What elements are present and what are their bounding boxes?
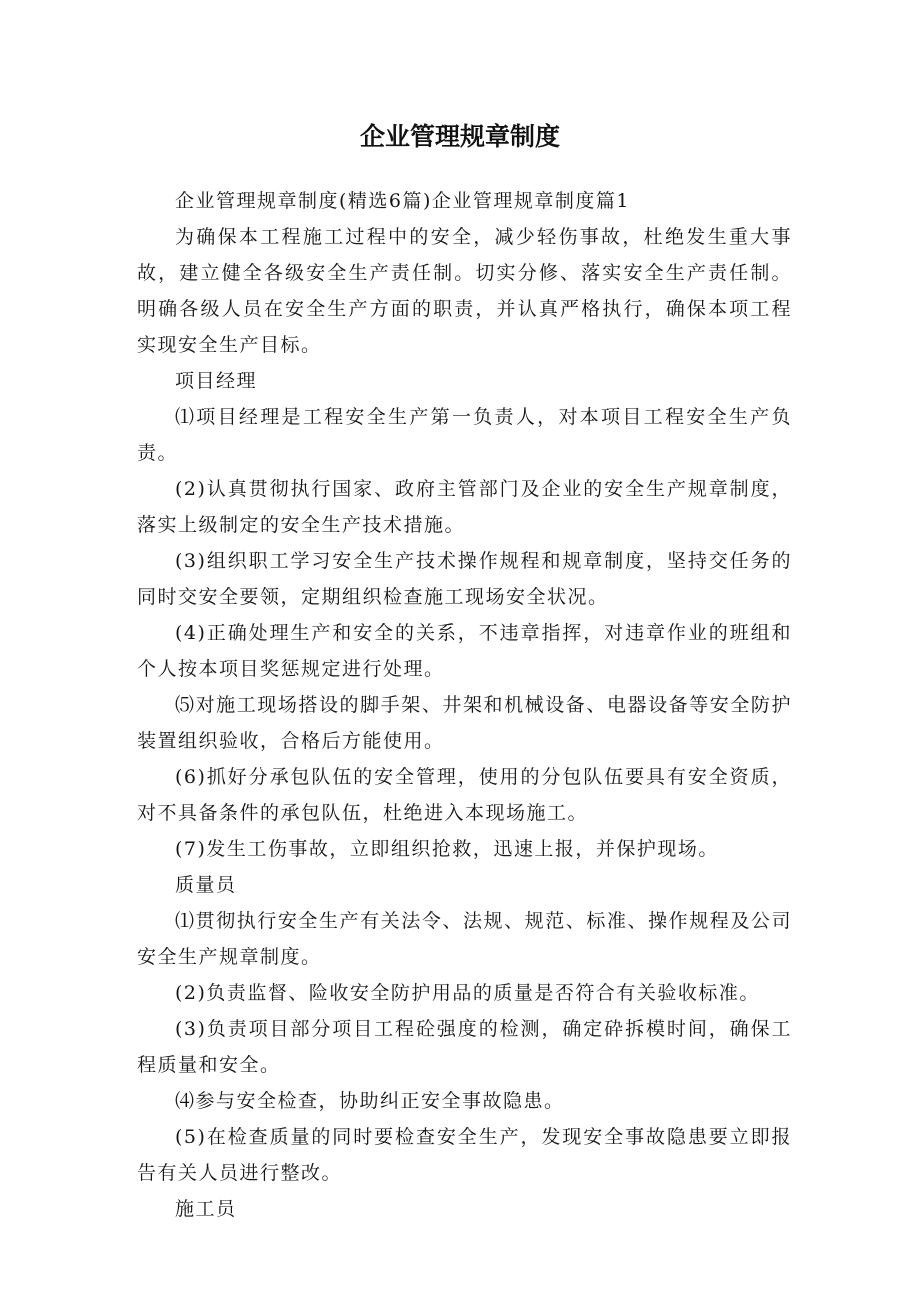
intro-heading-paragraph: 企业管理规章制度(精选6篇)企业管理规章制度篇1 [175, 190, 631, 212]
list-item: ⑴贯彻执行安全生产有关法令、法规、规范、标准、操作规程及公司安全生产规章制度。 [137, 910, 792, 968]
section-heading-quality-officer: 质量员 [175, 874, 237, 896]
list-item: ⑷参与安全检查，协助纠正安全事故隐患。 [175, 1090, 565, 1112]
document-body [137, 183, 792, 1227]
list-item: (3)组织职工学习安全生产技术操作规程和规章制度，坚持交任务的同时交安全要领，定期组织检查施工现场安全状况。 [137, 550, 792, 608]
list-item: (6)抓好分承包队伍的安全管理，使用的分包队伍要具有安全资质，对不具备条件的承包队伍，杜绝进入本现场施工。 [137, 766, 792, 824]
intro-paragraph: 为确保本工程施工过程中的安全，减少轻伤事故，杜绝发生重大事故，建立健全各级安全生产责任制。切实分修、落实安全生产责任制。明确各级人员在安全生产方面的职责，并认真严格执行，确保本项工程实现安全生产目标。 [137, 226, 792, 356]
list-item: (2)负责监督、险收安全防护用品的质量是否符合有关验收标准。 [175, 982, 760, 1004]
list-item: (2)认真贯彻执行国家、政府主管部门及企业的安全生产规章制度，落实上级制定的安全生产技术措施。 [137, 478, 792, 536]
list-item: (4)正确处理生产和安全的关系，不违章指挥，对违章作业的班组和个人按本项目奖惩规定进行处理。 [137, 622, 792, 680]
list-item: (3)负责项目部分项目工程砼强度的检测，确定砕拆模时间，确保工程质量和安全。 [137, 1018, 792, 1076]
list-item: (7)发生工伤事故，立即组织抢救，迅速上报，并保护现场。 [175, 838, 719, 860]
section-heading-project-manager: 项目经理 [175, 370, 258, 392]
document-title: 企业管理规章制度 [359, 122, 560, 151]
list-item: ⑸对施工现场搭设的脚手架、井架和机械设备、电器设备等安全防护装置组织验收，合格后方能使用。 [137, 694, 792, 752]
section-heading-construction-officer: 施工员 [175, 1198, 237, 1220]
list-item: (5)在检查质量的同时要检查安全生产，发现安全事故隐患要立即报告有关人员进行整改。 [137, 1126, 792, 1184]
list-item: ⑴项目经理是工程安全生产第一负责人，对本项目工程安全生产负责。 [137, 406, 792, 464]
